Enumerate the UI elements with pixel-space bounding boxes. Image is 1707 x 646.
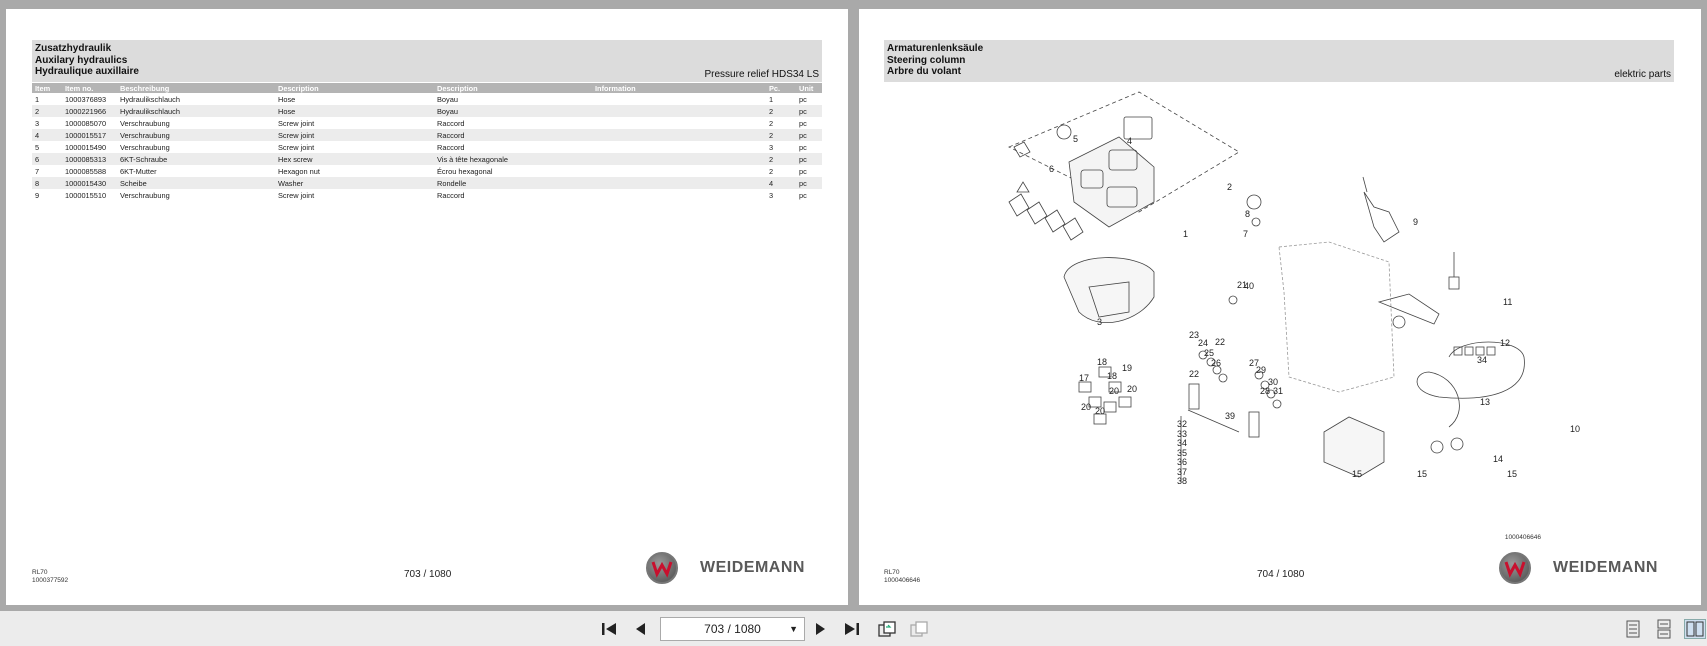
title-english: Steering column <box>887 54 966 66</box>
callout-label: 27 <box>1249 358 1260 368</box>
fuse-holder-22 <box>1189 384 1199 409</box>
callout-label: 20 <box>1127 384 1138 394</box>
col-information: Information <box>592 83 766 93</box>
weidemann-logo-icon <box>1499 552 1531 584</box>
table-cell: pc <box>799 118 807 128</box>
table-cell: 2 <box>769 166 774 176</box>
table-cell: 2 <box>766 105 796 117</box>
callout-label: 7 <box>1243 229 1249 239</box>
joystick <box>1364 192 1399 242</box>
dashboard-console <box>1069 137 1154 227</box>
callout-label: 40 <box>1244 281 1255 291</box>
title-english: Auxilary hydraulics <box>35 54 128 66</box>
title-french: Arbre du volant <box>887 66 961 77</box>
table-cell: Boyau <box>437 94 458 104</box>
callout-label: 30 <box>1268 377 1279 387</box>
last-page-button[interactable] <box>841 619 863 639</box>
callout-label: 28 <box>1260 386 1271 396</box>
table-cell: 1000085588 <box>65 166 107 176</box>
relay-20b <box>1104 402 1116 412</box>
table-cell <box>592 129 766 141</box>
knob-nut <box>1252 218 1260 226</box>
brand-name: WEIDEMANN <box>1553 559 1658 576</box>
switch-block-a <box>1009 194 1029 216</box>
table-cell: 1 <box>35 94 40 104</box>
last-page-icon <box>843 621 861 637</box>
callout-label: 23 <box>1189 330 1200 340</box>
table-row <box>32 165 822 177</box>
table-cell: 4 <box>766 177 796 189</box>
table-cell: Washer <box>275 177 434 189</box>
footer-model: RL70 <box>32 569 48 576</box>
parts-table <box>32 83 822 201</box>
table-cell: 1000376893 <box>65 94 107 104</box>
footer-doc-number: 1000406646 <box>884 577 921 584</box>
callout-label: 24 <box>1198 338 1209 348</box>
switch-block-d <box>1063 218 1083 240</box>
table-cell: 4 <box>32 129 62 141</box>
callout-label: 26 <box>1211 358 1222 368</box>
table-cell: Rondelle <box>434 177 592 189</box>
weidemann-logo-icon <box>646 552 678 584</box>
table-cell <box>592 117 766 129</box>
callout-label: 6 <box>1049 164 1055 174</box>
col-unit: Unit <box>796 83 822 93</box>
section-header <box>32 40 822 82</box>
table-cell: pc <box>799 166 807 176</box>
page-number: 703 / 1080 <box>404 569 452 580</box>
callout-label: 20 <box>1081 402 1092 412</box>
prev-page-button[interactable] <box>629 619 651 639</box>
table-cell: 3 <box>35 118 40 128</box>
table-cell: 1000015490 <box>65 142 107 152</box>
part-21 <box>1229 296 1237 304</box>
footer-model: RL70 <box>884 569 900 576</box>
callout-label: 35 <box>1177 448 1188 458</box>
table-row <box>32 141 822 153</box>
callout-label: 25 <box>1204 348 1215 358</box>
rotary-knob <box>1247 195 1261 209</box>
col-item-no: Item no. <box>62 83 117 93</box>
title-french: Hydraulique auxillaire <box>35 66 139 77</box>
table-cell: pc <box>799 142 807 152</box>
callout-label: 38 <box>1177 476 1188 486</box>
table-row <box>32 189 822 201</box>
chevron-down-icon[interactable]: ▼ <box>789 624 798 634</box>
connector-b <box>1465 347 1473 355</box>
callout-label: 18 <box>1097 357 1108 367</box>
callout-label: 11 <box>1503 297 1513 307</box>
table-cell: Hexagon nut <box>278 166 320 176</box>
rotate-button[interactable] <box>876 619 898 639</box>
callout-label: 18 <box>1107 371 1118 381</box>
table-cell <box>592 165 766 177</box>
callout-label: 37 <box>1177 467 1188 477</box>
table-cell: 2 <box>766 153 796 165</box>
table-cell <box>592 189 766 201</box>
table-cell: 5 <box>35 142 40 152</box>
table-cell: 1000015430 <box>62 177 117 189</box>
fuse-box <box>1324 417 1384 477</box>
callout-label: 10 <box>1570 424 1581 434</box>
relay-20c <box>1119 397 1131 407</box>
viewer-toolbar <box>0 611 1707 646</box>
left-document-page <box>6 9 848 605</box>
fit-icon <box>909 620 929 638</box>
col-description-fr: Description <box>434 83 592 93</box>
table-cell: 7 <box>35 166 40 176</box>
table-cell: pc <box>796 153 822 165</box>
two-page-view-icon <box>1686 621 1704 637</box>
warning-triangle <box>1017 182 1029 192</box>
callout-label: 21 <box>1237 280 1248 290</box>
continuous-view-button[interactable] <box>1653 619 1675 639</box>
page-number-value: 703 / 1080 <box>704 622 761 636</box>
prev-page-icon <box>633 621 647 637</box>
callout-label: 4 <box>1127 136 1133 146</box>
table-cell: Screw joint <box>278 142 315 152</box>
footer-doc-number: 1000377592 <box>32 577 69 584</box>
table-cell: pc <box>796 129 822 141</box>
table-cell: 1000085313 <box>62 153 117 165</box>
table-cell: 1000221966 <box>62 105 117 117</box>
table-cell: Verschraubung <box>120 190 170 200</box>
callout-label: 33 <box>1177 429 1188 439</box>
callout-label: 20 <box>1095 406 1106 416</box>
table-cell: pc <box>799 94 807 104</box>
switch-bracket-11 <box>1379 294 1439 324</box>
table-cell: 6KT-Mutter <box>120 166 157 176</box>
table-row <box>32 177 822 189</box>
fuse-holder-22b <box>1249 412 1259 437</box>
table-cell: Verschraubung <box>117 129 275 141</box>
table-cell: 1 <box>769 94 774 104</box>
switch-12 <box>1393 316 1405 328</box>
callout-label: 5 <box>1073 134 1079 144</box>
table-cell: Hex screw <box>275 153 434 165</box>
page-number: 704 / 1080 <box>1257 569 1305 580</box>
relay-17 <box>1079 382 1091 392</box>
sensor-34 <box>1449 277 1459 289</box>
footer-model-info <box>32 569 68 585</box>
callout-label: 31 <box>1273 386 1284 396</box>
first-page-icon <box>600 621 618 637</box>
table-cell <box>592 105 766 117</box>
two-page-view-button[interactable] <box>1684 619 1706 639</box>
connector-c <box>1476 347 1484 355</box>
callout-label: 29 <box>1256 365 1267 375</box>
weidemann-brand <box>1499 552 1658 584</box>
col-item: Item <box>32 83 62 93</box>
callout-label: 32 <box>1177 419 1188 429</box>
table-cell: Verschraubung <box>120 142 170 152</box>
callout-label: 34 <box>1177 438 1188 448</box>
exploded-parts-diagram <box>989 92 1581 532</box>
page-number-field[interactable] <box>660 617 805 641</box>
section-header <box>884 40 1674 82</box>
table-row <box>32 93 822 105</box>
table-cell: Hydraulikschlauch <box>117 105 275 117</box>
right-document-page <box>859 9 1701 605</box>
table-row <box>32 105 822 117</box>
table-cell: 6KT-Schraube <box>117 153 275 165</box>
callout-label: 2 <box>1227 182 1233 192</box>
next-page-icon <box>814 621 828 637</box>
table-cell: Vis à tête hexagonale <box>434 153 592 165</box>
table-cell: pc <box>796 105 822 117</box>
callout-label: 22 <box>1215 337 1226 347</box>
table-cell: 1000015517 <box>62 129 117 141</box>
table-cell: Raccord <box>437 118 465 128</box>
table-cell: Boyau <box>434 105 592 117</box>
table-cell: Scheibe <box>117 177 275 189</box>
vehicle-frame <box>1279 242 1394 392</box>
table-header-row <box>32 83 822 93</box>
table-cell: Screw joint <box>278 190 315 200</box>
switch-block-b <box>1027 202 1047 224</box>
connector-d <box>1487 347 1495 355</box>
steering-column-cover <box>1064 258 1154 323</box>
callout-label: 15 <box>1352 469 1363 479</box>
title-german: Zusatzhydraulik <box>35 43 112 54</box>
table-cell: Verschraubung <box>120 118 170 128</box>
callout-label: 8 <box>1245 209 1251 219</box>
table-cell: 3 <box>769 142 774 152</box>
footer-model-info <box>884 569 920 585</box>
table-cell: 8 <box>32 177 62 189</box>
table-cell: 2 <box>32 105 62 117</box>
callout-label: 36 <box>1177 457 1188 467</box>
table-cell: Hose <box>278 94 296 104</box>
callout-label: 17 <box>1079 373 1090 383</box>
table-row <box>32 117 822 129</box>
table-cell: Hydraulikschlauch <box>120 94 180 104</box>
grommet-a <box>1431 441 1443 453</box>
table-cell: Screw joint <box>278 118 315 128</box>
callout-label: 39 <box>1225 411 1236 421</box>
callout-label: 13 <box>1480 397 1491 407</box>
table-cell: Écrou hexagonal <box>437 166 493 176</box>
table-row <box>32 153 822 165</box>
table-cell: 3 <box>769 190 774 200</box>
rotate-icon <box>877 620 897 638</box>
callout-label: 12 <box>1500 338 1511 348</box>
col-pc: Pc. <box>766 83 796 93</box>
single-page-view-button[interactable] <box>1622 619 1644 639</box>
table-cell: pc <box>796 177 822 189</box>
col-beschreibung: Beschreibung <box>117 83 275 93</box>
table-cell: Raccord <box>437 142 465 152</box>
table-cell: 2 <box>769 118 774 128</box>
table-cell <box>592 153 766 165</box>
table-cell: 1000015510 <box>65 190 107 200</box>
table-cell <box>592 141 766 153</box>
weidemann-brand <box>646 552 805 584</box>
continuous-view-icon <box>1656 620 1672 638</box>
callout-label: 9 <box>1413 217 1419 227</box>
table-cell <box>592 177 766 189</box>
callout-label: 14 <box>1493 454 1504 464</box>
table-cell: 6 <box>32 153 62 165</box>
table-cell: 1000085070 <box>65 118 107 128</box>
table-cell: Screw joint <box>275 129 434 141</box>
brand-name: WEIDEMANN <box>700 559 805 576</box>
table-row <box>32 129 822 141</box>
callout-label: 22 <box>1189 369 1200 379</box>
switch-block-c <box>1045 210 1065 232</box>
title-german: Armaturenlenksäule <box>887 43 984 54</box>
callout-label: 20 <box>1109 386 1120 396</box>
single-page-view-icon <box>1625 620 1641 638</box>
callout-label: 15 <box>1507 469 1518 479</box>
callout-label: 34 <box>1477 355 1488 365</box>
key-switch <box>1057 125 1071 139</box>
table-cell: 9 <box>35 190 40 200</box>
table-cell: Hose <box>275 105 434 117</box>
grommet-b <box>1451 438 1463 450</box>
table-cell: Raccord <box>434 129 592 141</box>
assembly-subtitle: Pressure relief HDS34 LS <box>704 69 819 80</box>
fit-button[interactable] <box>908 619 930 639</box>
next-page-button[interactable] <box>810 619 832 639</box>
table-cell: 2 <box>766 129 796 141</box>
col-description-en: Description <box>275 83 434 93</box>
diagram-doc-number: 1000406646 <box>1504 534 1541 541</box>
callout-label: 1 <box>1183 229 1189 239</box>
callout-label: 3 <box>1097 317 1103 327</box>
assembly-subtitle: elektric parts <box>1614 69 1671 80</box>
callout-label: 19 <box>1122 363 1133 373</box>
first-page-button[interactable] <box>598 619 620 639</box>
table-cell: Raccord <box>437 190 465 200</box>
table-cell <box>592 93 766 105</box>
callout-label: 15 <box>1417 469 1428 479</box>
table-cell: pc <box>799 190 807 200</box>
joystick-lever <box>1363 177 1367 192</box>
